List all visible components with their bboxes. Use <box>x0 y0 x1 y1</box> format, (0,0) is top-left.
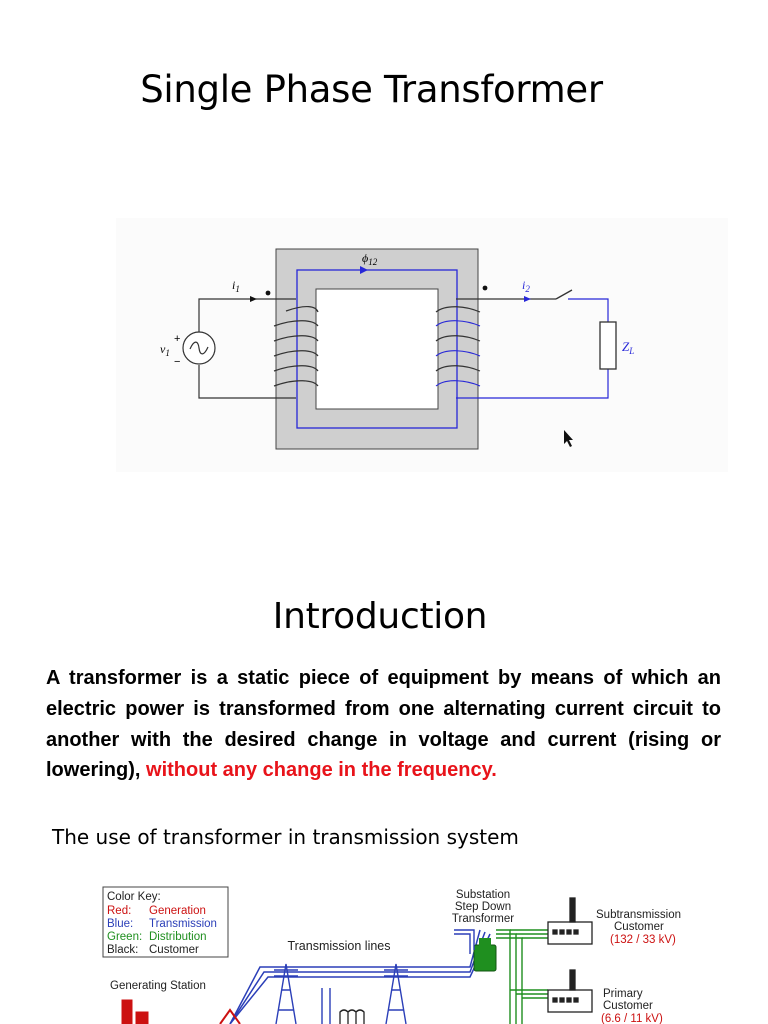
color-key-label-green: Green: <box>107 931 143 943</box>
primary-factory-icon <box>548 970 592 1012</box>
intro-text: A transformer is a static piece of equipment by means of which an electric power is transformed from one alternating current circuit to another with the desired change in voltage and current (rising or lowering), <box>46 667 721 782</box>
color-key <box>103 887 228 957</box>
substation-transformer-label: Transformer <box>451 913 515 925</box>
subtransmission-kv-label: (132 / 33 kV) <box>610 934 676 946</box>
color-key-value-black: Customer <box>149 944 199 956</box>
v1-label: $v_1$ <box>160 342 170 358</box>
distribution-wires <box>496 930 548 1024</box>
subtransmission-factory-icon <box>548 898 592 944</box>
color-key-title: Color Key: <box>107 891 161 903</box>
i1-label: $i_1$ <box>232 278 240 294</box>
subtransmission-customer-label: Customer <box>614 921 664 933</box>
plus-sign: + <box>174 333 181 345</box>
coil-icon <box>340 1010 364 1024</box>
transformer-circuit-diagram <box>116 218 728 472</box>
slide-title: Single Phase Transformer <box>140 68 603 111</box>
color-key-label-blue: Blue: <box>107 918 134 930</box>
intro-highlight: without any change in the frequency. <box>146 759 497 782</box>
substation-feed <box>454 930 474 954</box>
secondary-polarity-dot <box>483 286 488 291</box>
color-key-value-red: Generation <box>149 905 206 917</box>
generating-station-label: Generating Station <box>110 980 206 992</box>
color-key-label-red: Red: <box>107 905 132 917</box>
load-label: $Z_L$ <box>622 339 635 356</box>
color-key-value-blue: Transmission <box>149 918 217 930</box>
substation-step-down-label: Step Down <box>454 901 512 913</box>
substation-transformer-icon <box>474 938 496 971</box>
pole-icon <box>322 988 330 1024</box>
generating-station-icon <box>122 1000 240 1024</box>
flux-label: $\phi_{12}$ <box>362 251 378 267</box>
primary-polarity-dot <box>266 291 271 296</box>
color-key-value-green: Distribution <box>149 931 207 943</box>
primary-customer-label: Customer <box>603 1000 653 1012</box>
subtransmission-label: Subtransmission <box>596 909 682 921</box>
color-key-label-black: Black: <box>107 944 139 956</box>
primary-label: Primary <box>603 988 643 1000</box>
substation-label: Substation <box>455 889 511 901</box>
transmission-lines-label: Transmission lines <box>287 939 391 953</box>
power-grid-diagram <box>90 870 686 1024</box>
minus-sign: − <box>174 356 181 368</box>
intro-paragraph <box>46 663 721 786</box>
section-title: Introduction <box>272 596 488 637</box>
transmission-subheading: The use of transformer in transmission system <box>52 825 519 849</box>
i2-label: $i_2$ <box>522 278 530 294</box>
transformer-core <box>276 249 478 449</box>
primary-kv-label: (6.6 / 11 kV) <box>601 1013 663 1024</box>
transmission-tower-icon <box>274 964 408 1024</box>
